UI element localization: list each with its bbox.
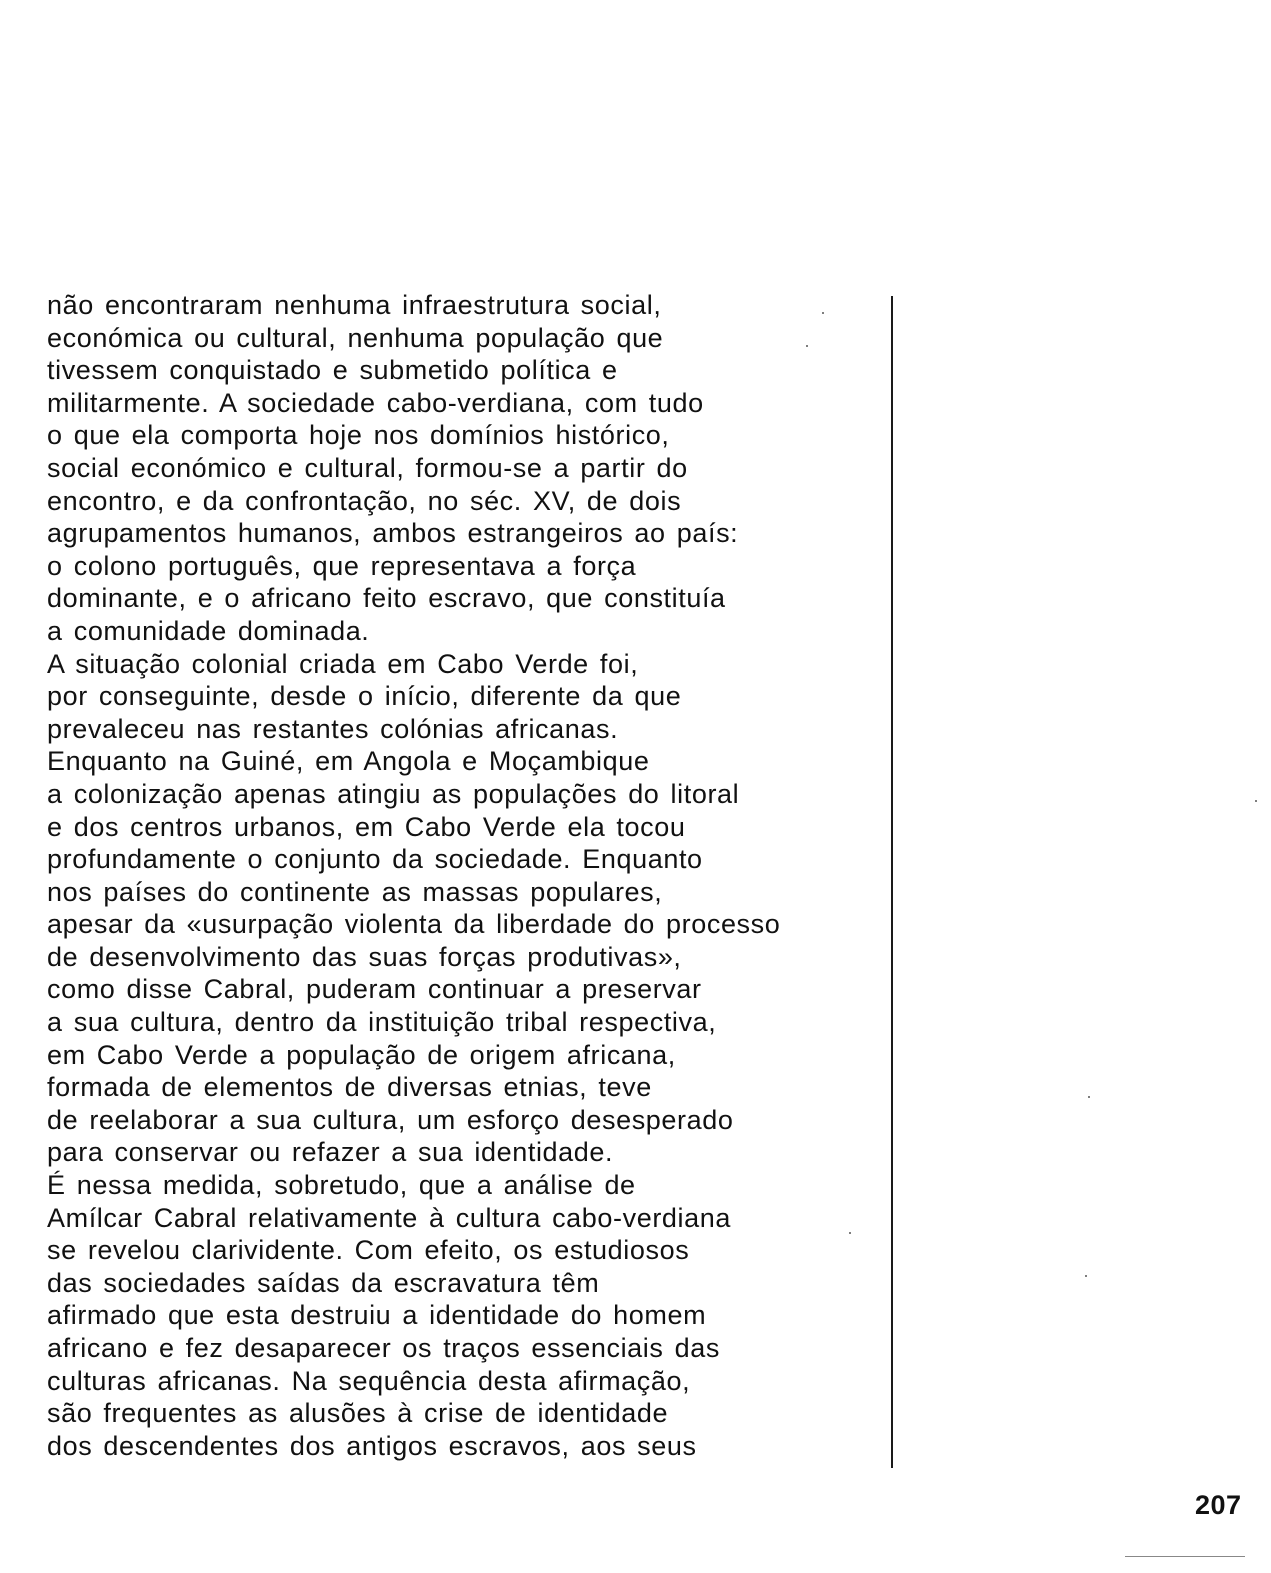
text-line: tivessem conquistado e submetido política e <box>47 355 618 386</box>
text-line: de reelaborar a sua cultura, um esforço desesperado <box>47 1104 734 1135</box>
text-line: formada de elementos de diversas etnias, teve <box>47 1072 652 1103</box>
body-text-column <box>47 289 887 1462</box>
scan-speck <box>806 345 808 347</box>
text-line: afirmado que esta destruiu a identidade do homem <box>47 1300 707 1331</box>
text-line: a comunidade dominada. <box>47 615 370 646</box>
text-line: apesar da «usurpação violenta da liberdade do processo <box>47 909 781 940</box>
text-line: a sua cultura, dentro da instituição tribal respectiva, <box>47 1007 717 1038</box>
scan-speck <box>822 312 824 314</box>
text-line: são frequentes as alusões à crise de identidade <box>47 1398 669 1429</box>
text-line: das sociedades saídas da escravatura têm <box>47 1267 600 1298</box>
text-line: o colono português, que representava a força <box>47 550 637 581</box>
text-line: não encontraram nenhuma infraestrutura social, <box>47 290 662 320</box>
scan-speck <box>1088 1096 1090 1098</box>
text-line: em Cabo Verde a população de origem africana, <box>47 1039 676 1070</box>
text-line: Amílcar Cabral relativamente à cultura cabo-verdiana <box>47 1202 731 1233</box>
text-line: a colonização apenas atingiu as populações do litoral <box>47 778 740 809</box>
text-line: É nessa medida, sobretudo, que a análise de <box>47 1170 636 1201</box>
text-line: encontro, e da confrontação, no séc. XV, de dois <box>47 485 682 516</box>
text-line: culturas africanas. Na sequência desta afirmação, <box>47 1365 691 1396</box>
text-line: agrupamentos humanos, ambos estrangeiros ao país: <box>47 518 739 549</box>
text-line: africano e fez desaparecer os traços essenciais das <box>47 1333 720 1363</box>
page-edge-rule <box>1125 1556 1245 1557</box>
text-line: económica ou cultural, nenhuma população que <box>47 322 664 353</box>
text-line: nos países do continente as massas populares, <box>47 876 663 907</box>
text-line: e dos centros urbanos, em Cabo Verde ela tocou <box>47 811 686 842</box>
text-line: por conseguinte, desde o início, diferente da que <box>47 681 682 712</box>
text-line: profundamente o conjunto da sociedade. Enquanto <box>47 844 703 875</box>
text-line: prevaleceu nas restantes colónias africanas. <box>47 713 619 744</box>
text-line: Enquanto na Guiné, em Angola e Moçambique <box>47 746 650 777</box>
page-number: 207 <box>1195 1490 1242 1520</box>
text-line: A situação colonial criada em Cabo Verde foi, <box>47 648 639 679</box>
text-line: dos descendentes dos antigos escravos, aos seus <box>47 1430 697 1461</box>
scan-speck <box>1255 800 1257 802</box>
text-line: social económico e cultural, formou-se a partir do <box>47 452 688 483</box>
text-line: o que ela comporta hoje nos domínios histórico, <box>47 420 670 451</box>
scan-speck <box>849 1232 851 1234</box>
column-divider-rule <box>891 296 893 1468</box>
text-line: de desenvolvimento das suas forças produtivas», <box>47 941 682 972</box>
text-line: para conservar ou refazer a sua identidade. <box>47 1137 614 1168</box>
text-line: como disse Cabral, puderam continuar a preservar <box>47 974 702 1005</box>
text-line: militarmente. A sociedade cabo-verdiana, com tudo <box>47 387 704 418</box>
text-line: dominante, e o africano feito escravo, que constituía <box>47 583 726 614</box>
text-line: se revelou clarividente. Com efeito, os estudiosos <box>47 1235 690 1266</box>
scan-speck <box>1085 1275 1087 1277</box>
